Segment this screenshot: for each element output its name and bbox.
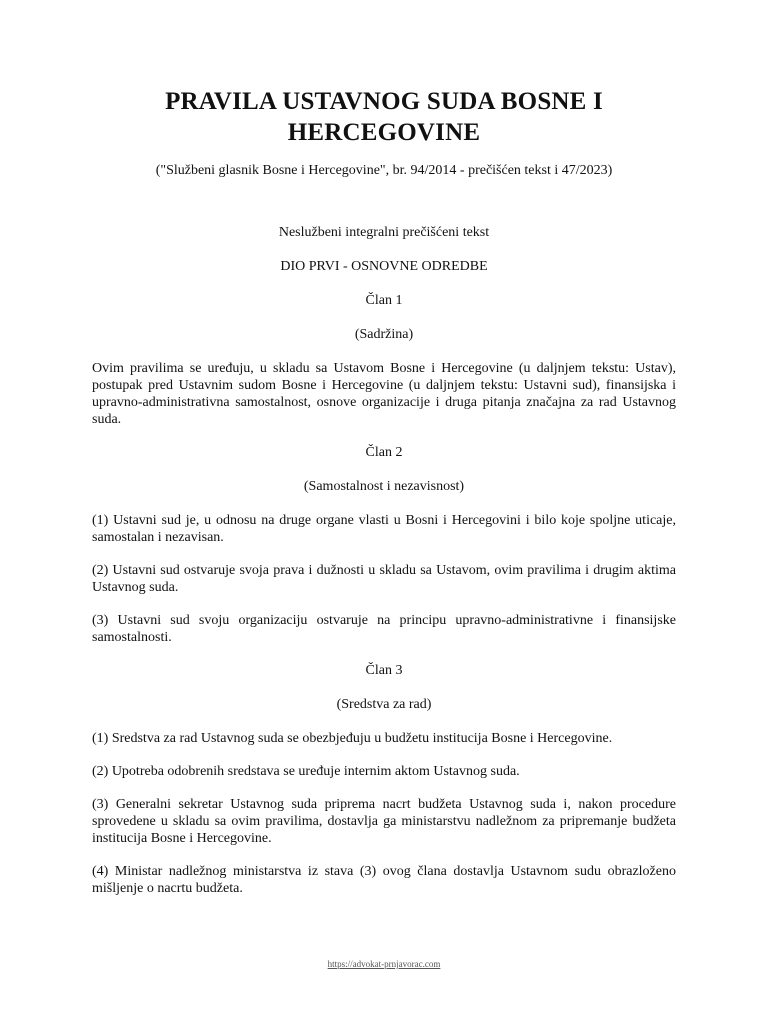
article-paragraph: (2) Ustavni sud ostvaruje svoja prava i dužnosti u skladu sa Ustavom, ovim pravilima i drugim aktima Ustavnog suda. — [92, 563, 676, 595]
footer-link[interactable]: https://advokat-prnjavorac.com — [327, 959, 441, 969]
article-1 — [92, 292, 676, 428]
page-footer — [0, 958, 768, 970]
article-heading: Član 3 — [365, 663, 403, 678]
article-2 — [92, 444, 676, 646]
article-subheading: (Sredstva za rad) — [336, 697, 432, 712]
document-note: Neslužbeni integralni prečišćeni tekst — [278, 225, 490, 240]
article-paragraph: Ovim pravilima se uređuju, u skladu sa Ustavom Bosne i Hercegovine (u daljnjem tekstu: Ustav), postupak pred Ustavnim sudom Bosne i Hercegovine (u daljnjem tekstu: Ustavni sud), finansijska i upravno-administrativna samostalnost, osnove organizacije i druga pitanja značajna za rad Ustavnog suda. — [92, 361, 676, 427]
document-subtitle: ("Službeni glasnik Bosne i Hercegovine", br. 94/2014 - prečišćen tekst i 47/2023) — [155, 163, 613, 178]
article-paragraph: (2) Upotreba odobrenih sredstava se uređuje internim aktom Ustavnog suda. — [92, 764, 520, 779]
article-paragraph: (3) Generalni sekretar Ustavnog suda priprema nacrt budžeta Ustavnog suda i, nakon procedure sprovedene u skladu sa ovim pravilima, dostavlja ga ministarstvu nadležnom za pripremanje budžeta institucija Bosne i Hercegovine. — [92, 797, 676, 846]
part-heading: DIO PRVI - OSNOVNE ODREDBE — [280, 259, 488, 274]
article-heading: Član 2 — [365, 445, 403, 460]
article-paragraph: (1) Ustavni sud je, u odnosu na druge organe vlasti u Bosni i Hercegovini i bilo koje spoljne uticaje, samostalan i nezavisan. — [92, 513, 676, 545]
document-title: PRAVILA USTAVNOG SUDA BOSNE I HERCEGOVINE — [165, 88, 603, 146]
article-paragraph: (4) Ministar nadležnog ministarstva iz stava (3) ovog člana dostavlja Ustavnom sudu obrazloženo mišljenje o nacrtu budžeta. — [92, 864, 676, 896]
article-paragraph: (1) Sredstva za rad Ustavnog suda se obezbjeđuju u budžetu institucija Bosne i Hercegovine. — [92, 731, 613, 746]
article-subheading: (Samostalnost i nezavisnost) — [303, 479, 465, 494]
article-heading: Član 1 — [365, 293, 403, 308]
article-3 — [92, 662, 676, 897]
article-subheading: (Sadržina) — [354, 327, 414, 342]
article-paragraph: (3) Ustavni sud svoju organizaciju ostvaruje na principu upravno-administrativne i finansijske samostalnosti. — [92, 613, 676, 645]
